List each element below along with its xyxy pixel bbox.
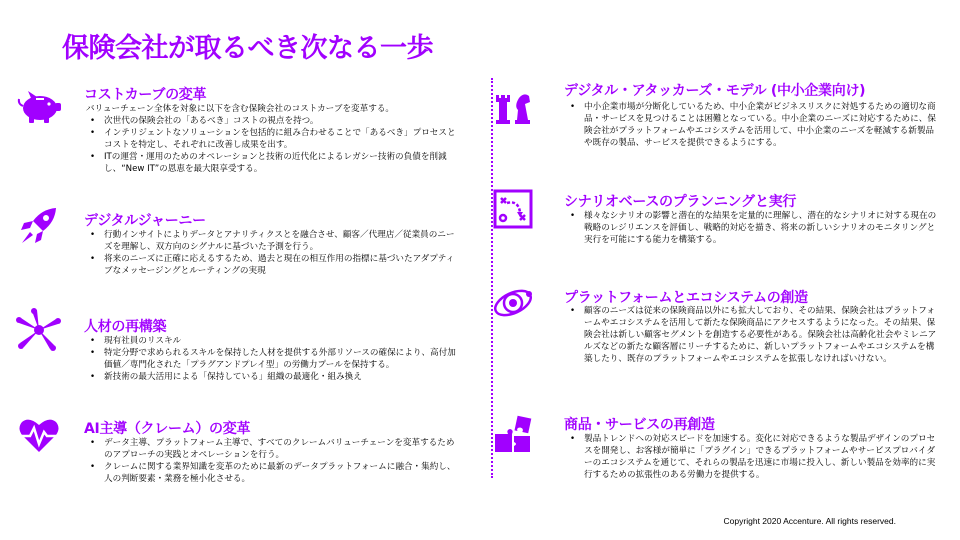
orbit-icon [490,280,536,326]
list-item: • インテリジェントなソリューションを包括的に組み合わせることで「あるべき」プロセスとコストを特定し、それぞれに改善し成果を出す。 [104,127,458,151]
page-title: 保険会社が取るべき次なる一歩 [62,33,433,64]
list-item: • 行動インサイトによりデータとアナリティクスとを融合させ、顧客／代理店／従業員のニーズを理解し、双方向のシグナルに基づいた予測を行う。 [104,229,458,253]
puzzle-icon [490,412,536,458]
list-item: • ITの運営・運用のためのオペレーションと技術の近代化によるレガシー技術の負債を削減し、“New IT”の恩恵を最大限享受する。 [104,151,458,175]
piggy-bank-icon [16,84,62,130]
chess-pieces-icon [490,84,536,130]
section-body-ai-claims [86,437,458,485]
section-body-digital-journey [86,229,458,277]
section-body-scenario-planning [566,210,938,246]
list-item: • クレームに関する業界知識を変革のために最新のデータプラットフォームに融合・集約し、人の判断要素・業務を極小化させる。 [104,461,458,485]
section-title-cost-curve: コストカーブの変革 [84,87,207,103]
list-item: • 新技術の最大活用による「保持している」組織の最適化・組み換え [104,371,458,383]
list-item: • 様々なシナリオの影響と潜在的な結果を定量的に理解し、潜在的なシナリオに対する現在の戦略のレジリエンスを評価し、戦略的対応を描き、将来の新しいシナリオのモニタリングと実行を可能にする能力を構築する。 [584,210,938,246]
section-body-cost-curve [86,103,458,175]
list-item: • 将来のニーズに正確に応えるするため、過去と現在の相互作用の指標に基づいたアダプティブなメッセージングとルーティングの実現 [104,253,458,277]
section-body-platform-ecosystem [566,305,938,365]
heartbeat-icon [16,412,62,458]
section-title-scenario-planning: シナリオベースのプランニングと実行 [564,194,797,210]
strategy-board-icon [490,186,536,232]
list-item: • 特定分野で求められるスキルを保持した人材を提供する外部リソースの確保により、高付加価値／専門化された「プラグアンドプレイ型」の労働力プールを保持する。 [104,347,458,371]
section-title-product-service: 商品・サービスの再創造 [564,417,715,433]
section-body-product-service [566,433,938,481]
list-item: • 顧客のニーズは従来の保険商品以外にも拡大しており、その結果、保険会社はプラットフォームやエコシステムを活用して新たな保険商品にアクセスするようになった。その結果、保険会社は新しい顧客セグメントを創造する必要性がある。保険会社は高齢化社会やミレニアルズなどの新たな顧客層にリーチするために、新しいプラットフォームやエコシステムを構築したり、既存のプラットフォームやエコシステムを拡張しなければいけない。 [584,305,938,365]
section-title-digital-journey: デジタルジャーニー [84,213,206,229]
section-intro: バリューチェーン全体を対象に以下を含む保険会社のコストカーブを変革する。 [86,104,395,114]
section-title-digital-attackers: デジタル・アタッカーズ・モデル (中小企業向け) [564,83,866,99]
rocket-icon [16,203,62,249]
list-item: • 中小企業市場が分断化しているため、中小企業がビジネスリスクに対処するための適切な商品・サービスを見つけることは困難となっている。中小企業のニーズに対応するために、保険会社がプラットフォームやエコシステムを活用して、中小企業のニーズを軽減する新製品や既存の製品、サービスを提供できるようにする。 [584,101,938,149]
list-item: • 現有社員のリスキル [104,335,458,347]
team-hands-icon [16,307,62,353]
list-item: • 次世代の保険会社の「あるべき」コストの視点を持つ。 [104,115,458,127]
list-item: • データ主導、プラットフォーム主導で、すべてのクレームバリューチェーンを変革するためのアプローチの実践とオペレーションを行う。 [104,437,458,461]
section-body-talent [86,335,458,383]
list-item: • 製品トレンドへの対応スピードを加速する。変化に対応できるような製品デザインのプロセスを開発し、お客様が簡単に「プラグイン」できるプラットフォームやサービスプロバイダーのエコシステムを通じて、それらの製品を迅速に市場に投入し、新しい製品を効率的に実行するための拡張性のある労働力を提供する。 [584,433,938,481]
section-title-ai-claims: AI主導（クレーム）の変革 [84,421,251,437]
section-title-talent: 人材の再構築 [84,319,167,335]
copyright-text: Copyright 2020 Accenture. All rights reserved. [723,516,896,526]
section-body-digital-attackers [566,101,938,149]
section-title-platform-ecosystem: プラットフォームとエコシステムの創造 [564,290,808,306]
